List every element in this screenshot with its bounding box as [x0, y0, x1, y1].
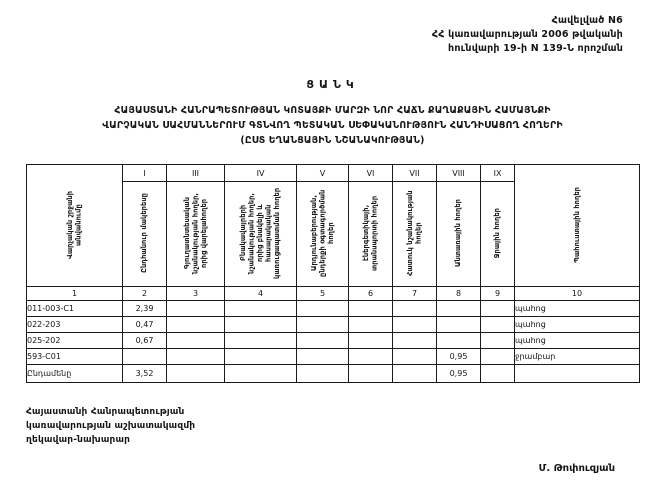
- column-number-9: 9: [481, 287, 515, 301]
- column-number-8: 8: [437, 287, 481, 301]
- total-label: Ընդամենը: [27, 365, 123, 383]
- header-numeral-1: I: [123, 165, 167, 182]
- header-label-industrial: Արդյունաբերության, ընդերքի օգտագործման հողեր: [309, 189, 335, 277]
- header-line-1: Հավելված N6: [551, 15, 623, 26]
- cell-industrial: [297, 317, 349, 333]
- total-forest: 0,95: [437, 365, 481, 383]
- cell-forest: [437, 333, 481, 349]
- cell-industrial: [297, 333, 349, 349]
- cell-water: [481, 317, 515, 333]
- cell-special: [393, 349, 437, 365]
- total-total-area: 3,52: [123, 365, 167, 383]
- cell-energy-transport: [349, 301, 393, 317]
- cell-agricultural: [167, 349, 225, 365]
- cell-region: 593-C01: [27, 349, 123, 365]
- cell-forest: [437, 317, 481, 333]
- header-label-energy-transport: էներգետիկայի, տրանսպորտի հողեր: [362, 195, 379, 271]
- cell-forest: [437, 301, 481, 317]
- header-label-total-area: Ընդհանուր մակերեսը: [140, 193, 149, 273]
- cell-forest: 0,95: [437, 349, 481, 365]
- signature-name: Մ. Թոփուզյան: [538, 463, 615, 474]
- header-label-forest: Անտառային հողեր: [454, 198, 463, 267]
- header-numeral-8: IX: [481, 165, 515, 182]
- header-numeral-6: VII: [393, 165, 437, 182]
- cell-settlement: [225, 317, 297, 333]
- cell-water: [481, 301, 515, 317]
- header-cell-region: [27, 165, 123, 287]
- header-numeral-3: IV: [225, 165, 297, 182]
- header-numeral-2: III: [167, 165, 225, 182]
- document-footer: [26, 405, 639, 447]
- cell-agricultural: [167, 317, 225, 333]
- table-row: [27, 317, 640, 333]
- cell-agricultural: [167, 301, 225, 317]
- total-industrial: [297, 365, 349, 383]
- header-cell-reserve: [515, 165, 640, 287]
- table-total-row: [27, 365, 640, 383]
- column-number-3: 3: [167, 287, 225, 301]
- cell-special: [393, 333, 437, 349]
- header-cell-total-area: [123, 182, 167, 287]
- header-numeral-7: VIII: [437, 165, 481, 182]
- header-cell-industrial: [297, 182, 349, 287]
- column-number-7: 7: [393, 287, 437, 301]
- cell-region: 025-202: [27, 333, 123, 349]
- footer-line-1: Հայաստանի Հանրապետության: [26, 407, 185, 417]
- header-numeral-5: VI: [349, 165, 393, 182]
- total-energy-transport: [349, 365, 393, 383]
- cell-industrial: [297, 349, 349, 365]
- total-special: [393, 365, 437, 383]
- table-row: [27, 349, 640, 365]
- header-numeral-4: V: [297, 165, 349, 182]
- cell-industrial: [297, 301, 349, 317]
- table-header-numerals-row: [27, 165, 640, 182]
- header-label-special: Հատուկ նշանակության հողեր: [406, 190, 423, 276]
- cell-region: 011-003-C1: [27, 301, 123, 317]
- column-number-2: 2: [123, 287, 167, 301]
- cell-water: [481, 333, 515, 349]
- cell-energy-transport: [349, 349, 393, 365]
- cell-settlement: [225, 301, 297, 317]
- cell-reserve: պահոց: [515, 333, 640, 349]
- footer-line-3: ղեկավար-նախարար: [26, 435, 131, 445]
- header-label-water: Ջրային հողեր: [493, 207, 502, 259]
- header-label-reserve: Պահուստային հողեր: [572, 186, 581, 263]
- header-line-3: հունվարի 19-ի N 139-Ն որոշման: [448, 43, 623, 54]
- header-cell-special: [393, 182, 437, 287]
- header-cell-settlement: [225, 182, 297, 287]
- column-number-4: 4: [225, 287, 297, 301]
- header-cell-forest: [437, 182, 481, 287]
- header-cell-water: [481, 182, 515, 287]
- table-column-number-row: [27, 287, 640, 301]
- cell-total-area: 2,39: [123, 301, 167, 317]
- table-row: [27, 333, 640, 349]
- cell-total-area: 0,67: [123, 333, 167, 349]
- cell-agricultural: [167, 333, 225, 349]
- cell-reserve: պահոց: [515, 301, 640, 317]
- header-cell-agricultural: [167, 182, 225, 287]
- document-header: [26, 14, 623, 56]
- total-settlement: [225, 365, 297, 383]
- land-registry-table: [26, 164, 640, 383]
- total-agricultural: [167, 365, 225, 383]
- subtitle-line-3: (ԸՍՏ ԵՂԱՆՑԱՅԻՆ ՆՇԱՆԱԿՈՒԹՅԱՆ): [240, 135, 425, 146]
- total-reserve: [515, 365, 640, 383]
- column-number-10: 10: [515, 287, 640, 301]
- cell-reserve: պահոց: [515, 317, 640, 333]
- cell-special: [393, 317, 437, 333]
- subtitle-line-1: ՀԱՅԱՍՏԱՆԻ ՀԱՆՐԱՊԵՏՈՒԹՅԱՆ ԿՈՏԱՅՔԻ ՄԱՐԶԻ ՆՈՐ ՀԱՃՆ ՔԱՂԱՔԱՅԻՆ ՀԱՄԱՅՆՔԻ: [114, 105, 551, 116]
- cell-energy-transport: [349, 333, 393, 349]
- cell-settlement: [225, 349, 297, 365]
- column-number-1: 1: [27, 287, 123, 301]
- cell-reserve: ջրամբար: [515, 349, 640, 365]
- table-row: [27, 301, 640, 317]
- cell-special: [393, 301, 437, 317]
- document-subtitle: [26, 103, 639, 148]
- cell-total-area: 0,47: [123, 317, 167, 333]
- cell-water: [481, 349, 515, 365]
- footer-line-2: կառավարության աշխատակազմի: [26, 421, 196, 431]
- cell-region: 022-203: [27, 317, 123, 333]
- cell-energy-transport: [349, 317, 393, 333]
- header-cell-energy-transport: [349, 182, 393, 287]
- header-line-2: ՀՀ կառավարության 2006 թվականի: [431, 29, 623, 40]
- header-label-settlement: Բնակավայրերի նշանակության հողեր, որից բնակելի և հասարակական կառուցապատման հողեր: [239, 187, 282, 279]
- column-number-5: 5: [297, 287, 349, 301]
- header-label-agricultural: Գյուղատնտեսական նշանակության հողեր, որից վարելահողեր: [182, 192, 208, 274]
- cell-total-area: [123, 349, 167, 365]
- total-water: [481, 365, 515, 383]
- column-number-6: 6: [349, 287, 393, 301]
- cell-settlement: [225, 333, 297, 349]
- page-title: ՑԱՆԿ: [306, 78, 359, 91]
- subtitle-line-2: ՎԱՐՉԱԿԱՆ ՍԱՀՄԱՆՆԵՐՈՒՄ ԳՏՆՎՈՂ ՊԵՏԱԿԱՆ ՍԵՓԱԿԱՆՈՒԹՅՈՒՆ ՀԱՆԴԻՍԱՑՈՂ ՀՈՂԵՐԻ: [102, 120, 563, 131]
- header-label-region: Վարչական շրջանի անվանումը: [66, 190, 83, 259]
